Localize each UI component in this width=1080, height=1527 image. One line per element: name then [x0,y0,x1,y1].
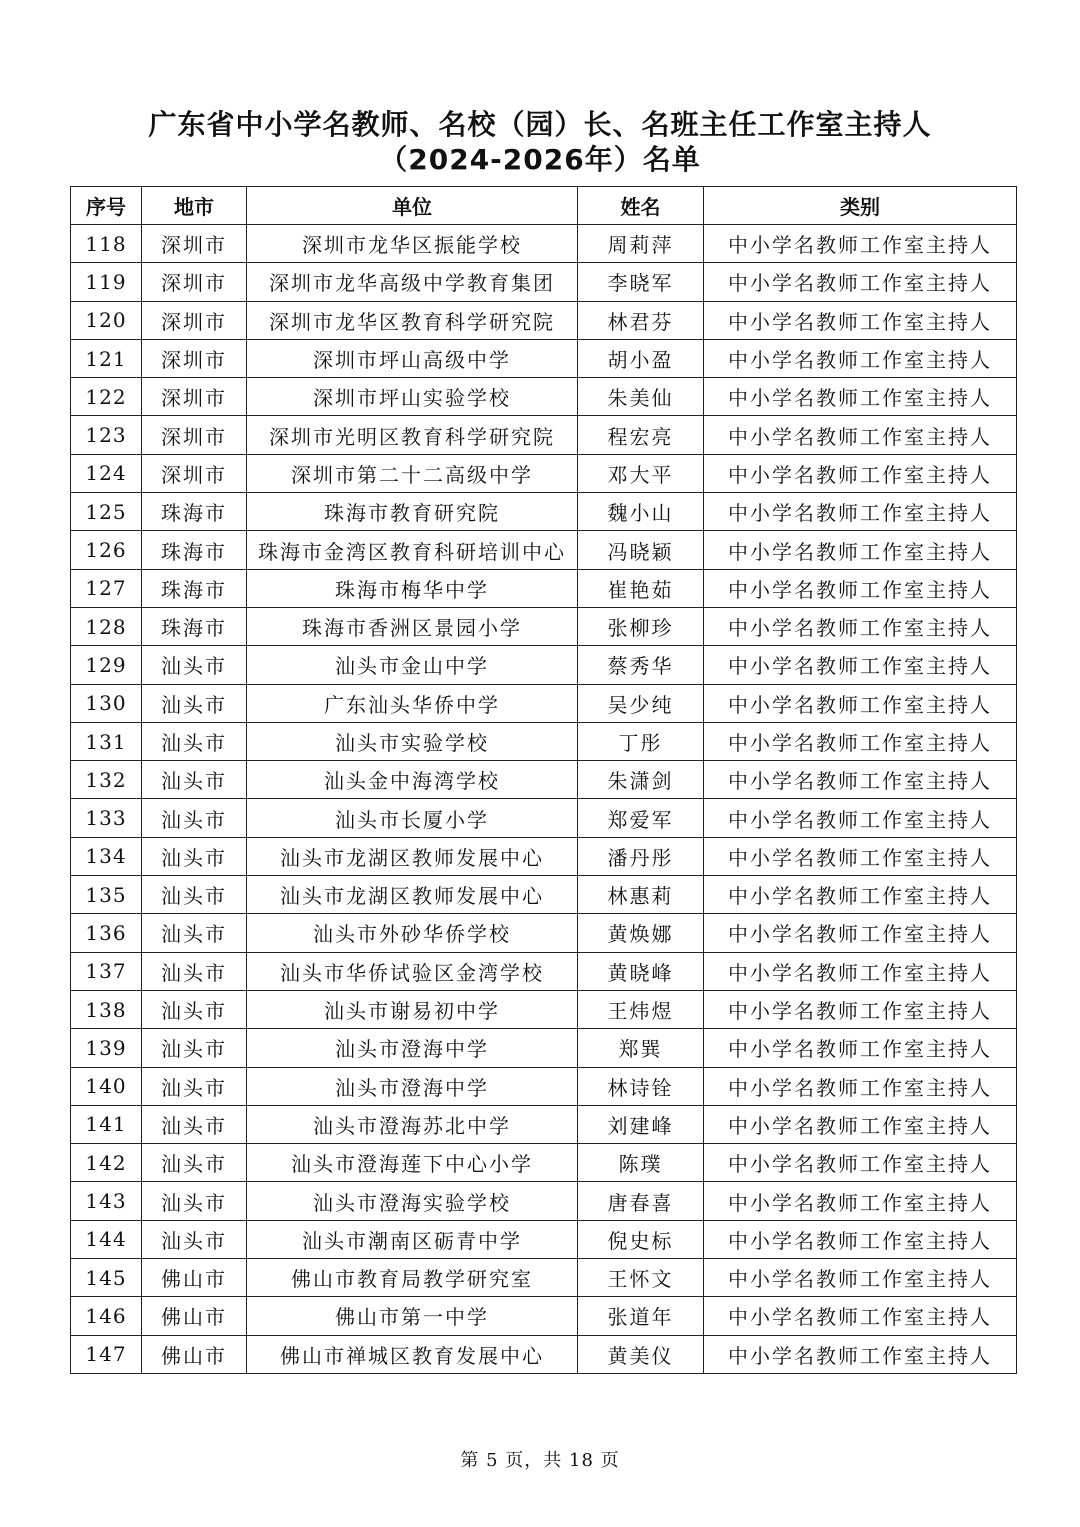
cell-name: 王怀文 [578,1259,704,1297]
cell-index: 130 [71,684,142,722]
table-row [71,416,1017,454]
cell-category: 中小学名教师工作室主持人 [704,263,1017,301]
cell-category: 中小学名教师工作室主持人 [704,722,1017,760]
cell-category: 中小学名教师工作室主持人 [704,1259,1017,1297]
cell-unit: 佛山市第一中学 [247,1297,578,1335]
cell-category: 中小学名教师工作室主持人 [704,454,1017,492]
table-row [71,454,1017,492]
cell-category: 中小学名教师工作室主持人 [704,493,1017,531]
cell-category: 中小学名教师工作室主持人 [704,990,1017,1028]
cell-unit: 汕头市长厦小学 [247,799,578,837]
table-row [71,1182,1017,1220]
cell-category: 中小学名教师工作室主持人 [704,761,1017,799]
cell-city: 深圳市 [142,378,247,416]
cell-name: 魏小山 [578,493,704,531]
cell-name: 胡小盈 [578,339,704,377]
cell-city: 汕头市 [142,1067,247,1105]
cell-index: 121 [71,339,142,377]
table-row [71,722,1017,760]
cell-index: 122 [71,378,142,416]
header-unit: 单位 [247,187,578,225]
cell-category: 中小学名教师工作室主持人 [704,1105,1017,1143]
cell-city: 汕头市 [142,990,247,1028]
cell-unit: 佛山市教育局教学研究室 [247,1259,578,1297]
cell-city: 汕头市 [142,646,247,684]
table-row [71,761,1017,799]
cell-city: 深圳市 [142,225,247,263]
table-row [71,914,1017,952]
cell-name: 吴少纯 [578,684,704,722]
cell-category: 中小学名教师工作室主持人 [704,952,1017,990]
cell-city: 汕头市 [142,761,247,799]
cell-unit: 汕头市澄海中学 [247,1029,578,1067]
cell-category: 中小学名教师工作室主持人 [704,531,1017,569]
cell-unit: 广东汕头华侨中学 [247,684,578,722]
cell-city: 汕头市 [142,1144,247,1182]
cell-name: 朱美仙 [578,378,704,416]
table-row [71,531,1017,569]
cell-index: 133 [71,799,142,837]
cell-unit: 汕头市澄海莲下中心小学 [247,1144,578,1182]
cell-unit: 汕头市金山中学 [247,646,578,684]
cell-city: 汕头市 [142,1182,247,1220]
cell-unit: 汕头市龙湖区教师发展中心 [247,837,578,875]
cell-name: 林君芬 [578,301,704,339]
cell-index: 118 [71,225,142,263]
cell-name: 潘丹彤 [578,837,704,875]
cell-city: 汕头市 [142,876,247,914]
cell-category: 中小学名教师工作室主持人 [704,837,1017,875]
cell-name: 蔡秀华 [578,646,704,684]
cell-category: 中小学名教师工作室主持人 [704,339,1017,377]
cell-name: 林惠莉 [578,876,704,914]
cell-category: 中小学名教师工作室主持人 [704,1029,1017,1067]
cell-name: 黄焕娜 [578,914,704,952]
header-category: 类别 [704,187,1017,225]
cell-unit: 汕头市谢易初中学 [247,990,578,1028]
cell-unit: 珠海市教育研究院 [247,493,578,531]
table-row [71,607,1017,645]
cell-index: 137 [71,952,142,990]
cell-name: 张道年 [578,1297,704,1335]
cell-category: 中小学名教师工作室主持人 [704,569,1017,607]
cell-city: 汕头市 [142,837,247,875]
cell-category: 中小学名教师工作室主持人 [704,684,1017,722]
cell-city: 汕头市 [142,914,247,952]
cell-category: 中小学名教师工作室主持人 [704,225,1017,263]
table-header-row [71,187,1017,225]
cell-index: 142 [71,1144,142,1182]
cell-city: 深圳市 [142,339,247,377]
cell-index: 145 [71,1259,142,1297]
table-row [71,1297,1017,1335]
cell-city: 汕头市 [142,1220,247,1258]
cell-index: 129 [71,646,142,684]
cell-name: 程宏亮 [578,416,704,454]
cell-name: 郑爱军 [578,799,704,837]
cell-unit: 深圳市龙华区振能学校 [247,225,578,263]
cell-index: 141 [71,1105,142,1143]
cell-index: 123 [71,416,142,454]
cell-category: 中小学名教师工作室主持人 [704,301,1017,339]
page-footer: 第 5 页，共 18 页 [460,1450,620,1471]
cell-index: 126 [71,531,142,569]
cell-index: 139 [71,1029,142,1067]
table-row [71,225,1017,263]
cell-city: 汕头市 [142,799,247,837]
cell-category: 中小学名教师工作室主持人 [704,646,1017,684]
cell-unit: 佛山市禅城区教育发展中心 [247,1335,578,1373]
cell-city: 佛山市 [142,1297,247,1335]
cell-index: 132 [71,761,142,799]
table-row [71,1259,1017,1297]
table-row [71,799,1017,837]
table-row [71,1335,1017,1373]
cell-category: 中小学名教师工作室主持人 [704,1067,1017,1105]
cell-name: 张柳珍 [578,607,704,645]
cell-name: 倪史标 [578,1220,704,1258]
cell-name: 李晓军 [578,263,704,301]
table-body [71,225,1017,1374]
cell-category: 中小学名教师工作室主持人 [704,378,1017,416]
cell-index: 124 [71,454,142,492]
document-title-line-2: （2024-2026年）名单 [379,143,701,176]
roster-table [70,186,1017,1374]
cell-city: 汕头市 [142,1029,247,1067]
cell-name: 周莉萍 [578,225,704,263]
cell-index: 128 [71,607,142,645]
table-row [71,339,1017,377]
table-row [71,684,1017,722]
cell-unit: 深圳市光明区教育科学研究院 [247,416,578,454]
cell-name: 林诗铨 [578,1067,704,1105]
table-row [71,569,1017,607]
cell-name: 唐春喜 [578,1182,704,1220]
cell-city: 珠海市 [142,607,247,645]
cell-name: 邓大平 [578,454,704,492]
cell-index: 138 [71,990,142,1028]
cell-name: 陈璞 [578,1144,704,1182]
header-name: 姓名 [578,187,704,225]
cell-name: 崔艳茹 [578,569,704,607]
cell-unit: 汕头市潮南区砺青中学 [247,1220,578,1258]
cell-name: 朱潇剑 [578,761,704,799]
cell-city: 深圳市 [142,454,247,492]
cell-category: 中小学名教师工作室主持人 [704,914,1017,952]
cell-name: 丁彤 [578,722,704,760]
cell-unit: 汕头市澄海苏北中学 [247,1105,578,1143]
cell-category: 中小学名教师工作室主持人 [704,1144,1017,1182]
table-row [71,990,1017,1028]
table-row [71,952,1017,990]
cell-index: 119 [71,263,142,301]
cell-unit: 深圳市第二十二高级中学 [247,454,578,492]
cell-city: 珠海市 [142,531,247,569]
header-index: 序号 [71,187,142,225]
table-row [71,1220,1017,1258]
cell-city: 珠海市 [142,493,247,531]
cell-index: 146 [71,1297,142,1335]
cell-index: 136 [71,914,142,952]
cell-index: 125 [71,493,142,531]
cell-city: 汕头市 [142,722,247,760]
cell-city: 深圳市 [142,263,247,301]
cell-unit: 深圳市坪山高级中学 [247,339,578,377]
cell-city: 佛山市 [142,1259,247,1297]
cell-index: 143 [71,1182,142,1220]
cell-category: 中小学名教师工作室主持人 [704,799,1017,837]
table-row [71,1105,1017,1143]
cell-unit: 珠海市金湾区教育科研培训中心 [247,531,578,569]
cell-category: 中小学名教师工作室主持人 [704,1182,1017,1220]
table-row [71,1067,1017,1105]
cell-name: 冯晓颖 [578,531,704,569]
cell-unit: 汕头市龙湖区教师发展中心 [247,876,578,914]
cell-city: 深圳市 [142,301,247,339]
cell-name: 黄美仪 [578,1335,704,1373]
cell-unit: 汕头市澄海中学 [247,1067,578,1105]
cell-index: 140 [71,1067,142,1105]
cell-category: 中小学名教师工作室主持人 [704,876,1017,914]
table-row [71,378,1017,416]
cell-unit: 汕头市实验学校 [247,722,578,760]
cell-index: 144 [71,1220,142,1258]
cell-name: 刘建峰 [578,1105,704,1143]
cell-index: 134 [71,837,142,875]
cell-unit: 汕头金中海湾学校 [247,761,578,799]
table-row [71,263,1017,301]
table-row [71,301,1017,339]
cell-index: 127 [71,569,142,607]
cell-city: 汕头市 [142,684,247,722]
cell-unit: 深圳市龙华高级中学教育集团 [247,263,578,301]
cell-city: 汕头市 [142,952,247,990]
cell-unit: 珠海市梅华中学 [247,569,578,607]
table-row [71,1029,1017,1067]
cell-city: 珠海市 [142,569,247,607]
cell-unit: 珠海市香洲区景园小学 [247,607,578,645]
cell-unit: 深圳市龙华区教育科学研究院 [247,301,578,339]
cell-category: 中小学名教师工作室主持人 [704,607,1017,645]
cell-category: 中小学名教师工作室主持人 [704,1220,1017,1258]
cell-index: 120 [71,301,142,339]
cell-index: 135 [71,876,142,914]
cell-name: 郑巽 [578,1029,704,1067]
table-row [71,493,1017,531]
document-title-line-1: 广东省中小学名教师、名校（园）长、名班主任工作室主持人 [148,108,932,141]
cell-unit: 深圳市坪山实验学校 [247,378,578,416]
cell-index: 147 [71,1335,142,1373]
cell-city: 深圳市 [142,416,247,454]
table-row [71,1144,1017,1182]
cell-name: 王炜煜 [578,990,704,1028]
cell-index: 131 [71,722,142,760]
cell-category: 中小学名教师工作室主持人 [704,1335,1017,1373]
cell-unit: 汕头市华侨试验区金湾学校 [247,952,578,990]
cell-city: 汕头市 [142,1105,247,1143]
header-city: 地市 [142,187,247,225]
table-row [71,876,1017,914]
table-row [71,837,1017,875]
cell-unit: 汕头市澄海实验学校 [247,1182,578,1220]
cell-unit: 汕头市外砂华侨学校 [247,914,578,952]
cell-name: 黄晓峰 [578,952,704,990]
cell-category: 中小学名教师工作室主持人 [704,416,1017,454]
table-row [71,646,1017,684]
cell-category: 中小学名教师工作室主持人 [704,1297,1017,1335]
cell-city: 佛山市 [142,1335,247,1373]
